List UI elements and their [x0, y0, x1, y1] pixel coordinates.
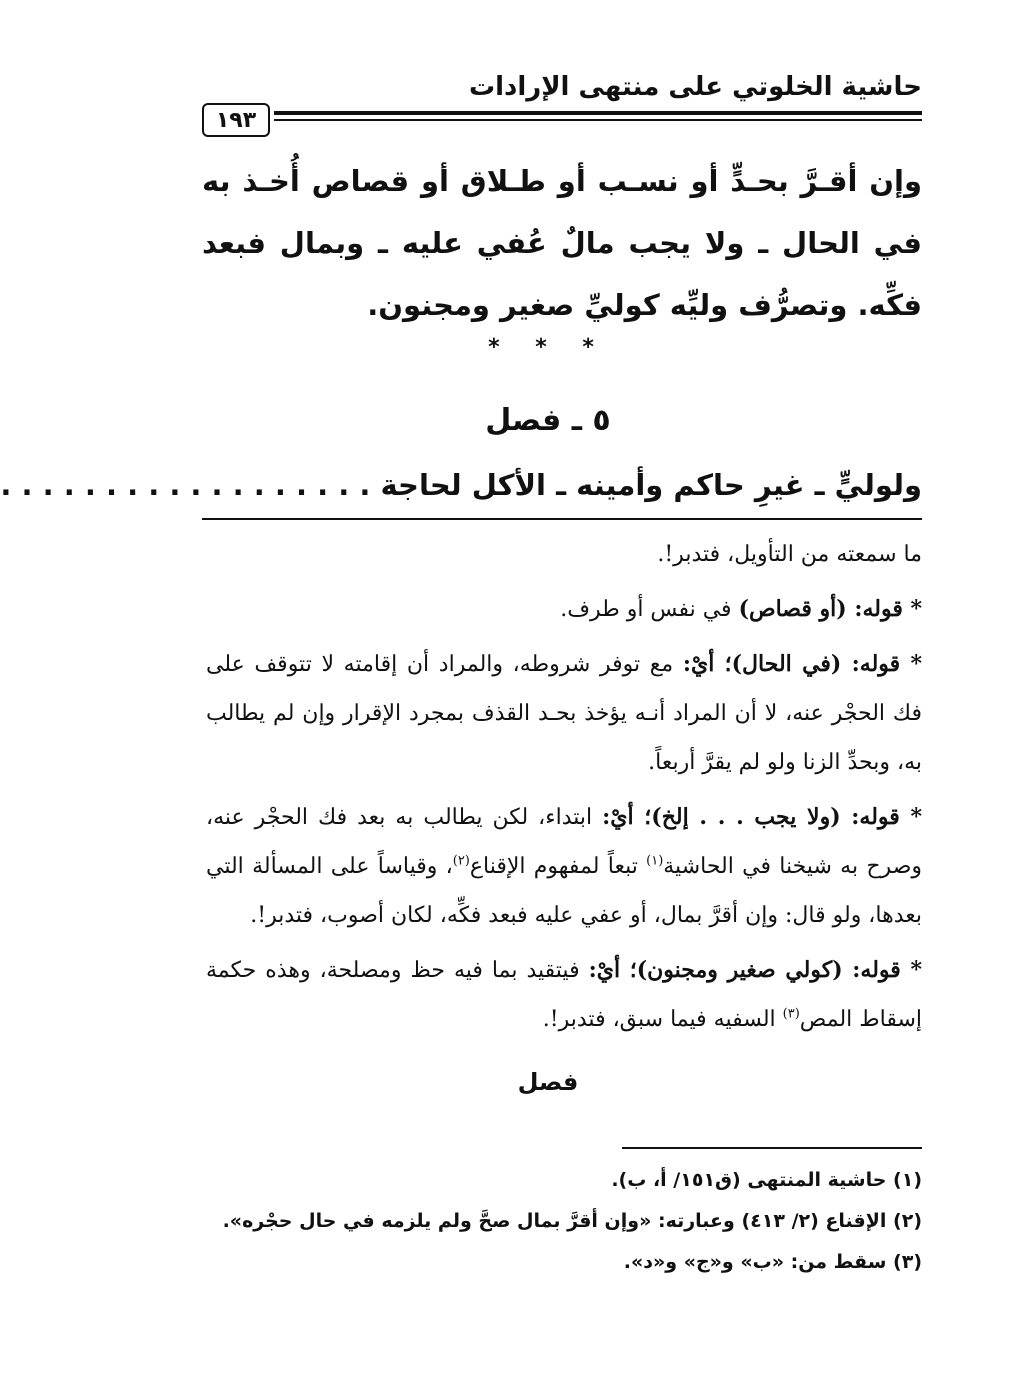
footnote-ref: (٣) — [782, 1006, 800, 1022]
header-rule-thin — [274, 119, 922, 121]
commentary-text: فيتقيد بما فيه حظ ومصلحة، وهذه حكمة إسقاط المص — [206, 958, 922, 1032]
matn-paragraph: وإن أقـرَّ بحـدٍّ أو نسـب أو طـلاق أو قصاص أُخـذ به في الحال ـ ولا يجب مالٌ عُفي عليه ـ وبمال فبعد فكِّه. وتصرُّف وليِّه كوليِّ صغير ومجنون. — [202, 164, 922, 322]
matn-line: ولوليٍّ ـ غيرِ حاكم وأمينه ـ الأكل لحاجة . . . . . . . . . . . . . . . . . . — [0, 468, 922, 502]
commentary-paragraph — [206, 530, 922, 579]
commentary — [206, 530, 922, 1050]
footnote: (٢) الإقناع (٢/ ٤١٣) وعبارته: «وإن أقرَّ بمال صحَّ ولم يلزمه في حال حجْره». — [222, 1210, 922, 1232]
commentary-lemma: * قوله: (أو قصاص) — [738, 596, 922, 622]
header-rule-thick — [274, 111, 922, 115]
running-header-title: حاشية الخلوتي على منتهى الإرادات — [468, 72, 922, 102]
commentary-text: مع توفر شروطه، والمراد أن إقامته لا تتوقف على فك الحجْر عنه، لا أن المراد أنـه يؤخذ بحـد القذف بمجرد الإقرار وإن لم يطالب به، وبحدِّ الزنا ولو لم يقرَّ أربعاً. — [206, 652, 922, 775]
commentary-paragraph — [206, 793, 922, 940]
footnote: (١) حاشية المنتهى (ق١٥١/ أ، ب). — [611, 1169, 922, 1191]
commentary-lemma: * قوله: (في الحال)؛ أيْ: — [682, 651, 922, 677]
commentary-text: تبعاً لمفهوم الإقناع — [469, 854, 647, 879]
commentary-paragraph — [206, 946, 922, 1044]
commentary-paragraph — [206, 585, 922, 634]
commentary-text: السفيه فيما سبق، فتدبر!. — [542, 1007, 783, 1032]
footnotes — [206, 1160, 922, 1283]
footnote: (٣) سقط من: «ب» و«ج» و«د». — [623, 1251, 922, 1273]
page-number: ١٩٣ — [202, 103, 270, 137]
commentary-text: ، وقياساً على المسألة التي بعدها، ولو قال: وإن أقرَّ بمال، أو عفي عليه فبعد فكِّه، لكان أصوب، فتدبر!. — [206, 854, 922, 928]
footnote-ref: (١) — [646, 853, 664, 869]
commentary-text: ما سمعته من التأويل، فتدبر!. — [657, 542, 922, 567]
commentary-section-heading: فصل — [517, 1068, 579, 1096]
footnote-rule — [622, 1147, 922, 1149]
commentary-text: ابتداء، لكن يطالب به بعد فك الحجْر عنه، وصرح به شيخنا في الحاشية — [206, 805, 922, 879]
commentary-text: في نفس أو طرف. — [560, 597, 739, 622]
matn-commentary-divider — [202, 518, 922, 520]
commentary-lemma: * قوله: (ولا يجب . . . إلخ)؛ أيْ: — [602, 804, 922, 830]
section-title: ٥ ـ فصل — [485, 403, 611, 438]
footnote-ref: (٢) — [452, 853, 470, 869]
commentary-paragraph — [206, 640, 922, 787]
commentary-lemma: * قوله: (كولي صغير ومجنون)؛ أيْ: — [588, 957, 922, 983]
separator-stars: * * * — [488, 335, 608, 360]
